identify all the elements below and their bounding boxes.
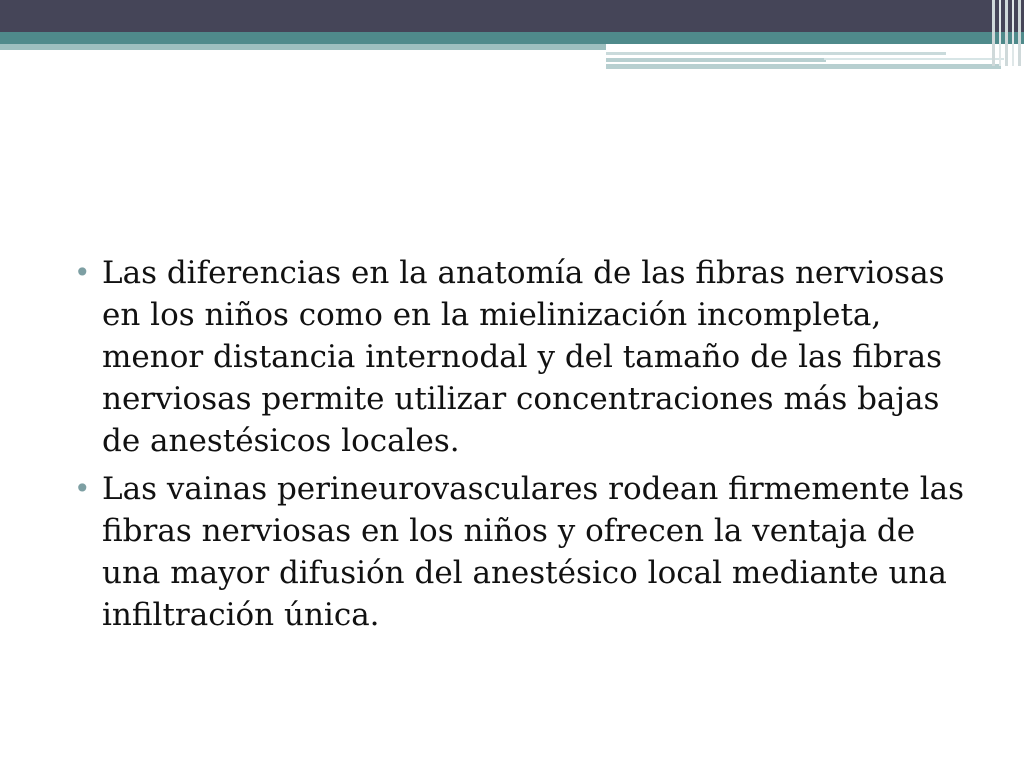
bullet-text: Las vainas perineurovasculares rodean firmemente las fibras nerviosas en los niños y ofrecen la ventaja de una mayor difusión del anestésico local mediante una infiltración única. (102, 471, 965, 633)
header-accent-line (606, 64, 1001, 69)
header-vertical-stripe (1012, 0, 1014, 66)
header-vertical-stripe (1018, 0, 1021, 66)
slide-content (74, 252, 974, 642)
header-bar-teal-light (0, 44, 606, 50)
header-vertical-stripe (1005, 0, 1008, 66)
header-bar-dark (0, 0, 1024, 32)
header-accent-gap (606, 44, 1024, 52)
bullet-item (74, 252, 974, 462)
bullet-list (74, 252, 974, 636)
bullet-icon: • (74, 472, 91, 505)
header-bar-teal (0, 32, 1024, 44)
bullet-item (74, 468, 974, 636)
header-vertical-stripe (992, 0, 995, 66)
bullet-icon: • (74, 256, 91, 289)
header-accent-line (606, 58, 826, 62)
header-accent-line (606, 52, 946, 55)
header-accent-line (824, 58, 1004, 60)
header-vertical-stripe (999, 0, 1001, 66)
bullet-text: Las diferencias en la anatomía de las fibras nerviosas en los niños como en la mielinización incompleta, menor distancia internodal y del tamaño de las fibras nerviosas permite utilizar concentraciones más bajas de anestésicos locales. (102, 255, 945, 459)
